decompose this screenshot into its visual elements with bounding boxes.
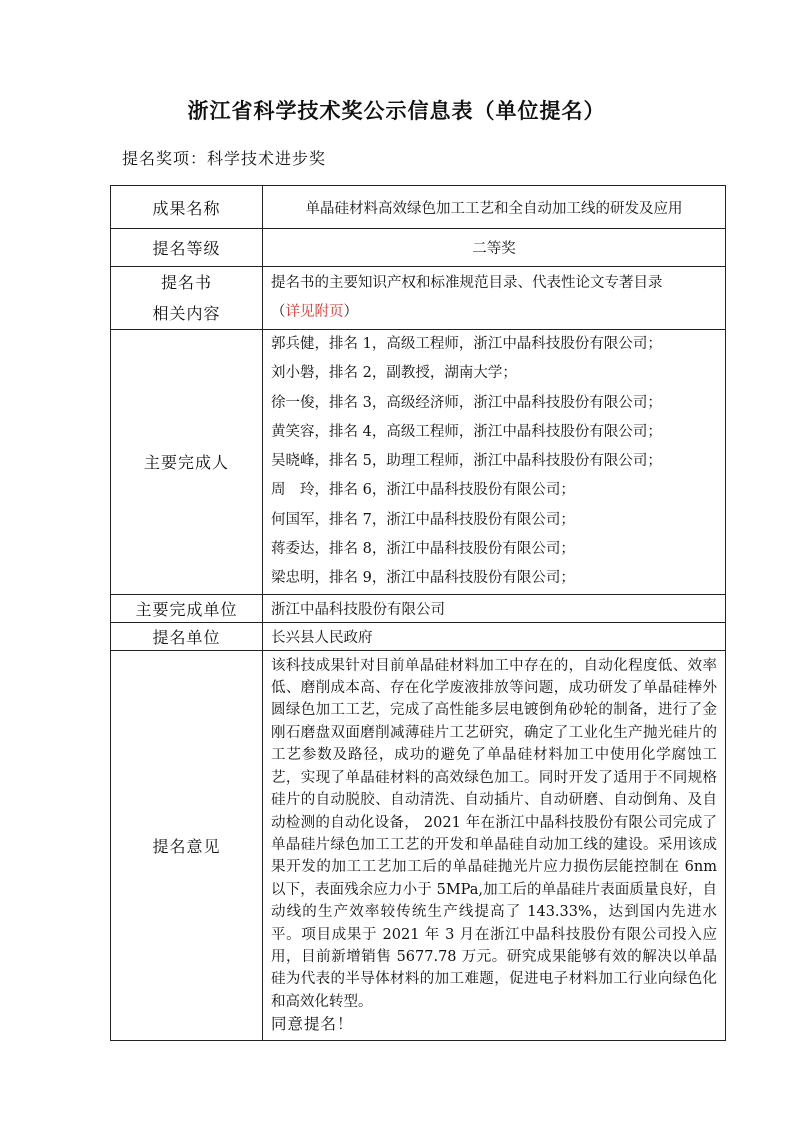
page-title: 浙江省科学技术奖公示信息表（单位提名） (187, 99, 606, 123)
contributors-list (263, 330, 726, 595)
table-row (111, 594, 726, 622)
grade-label: 提名等级 (111, 229, 263, 267)
contributor-item: 蒋委达，排名 8，浙江中晶科技股份有限公司； (271, 541, 575, 558)
nomination-content-text: 提名书的主要知识产权和标准规范目录、代表性论文专著目录 (271, 275, 663, 291)
contributor-item: 梁忠明，排名 9，浙江中晶科技股份有限公司； (271, 570, 575, 587)
agree-text: 同意提名！ (271, 1015, 354, 1034)
table-row (111, 186, 726, 229)
nominator-value: 长兴县人民政府 (263, 622, 726, 650)
nominator-label: 提名单位 (111, 622, 263, 650)
opinion-content (263, 650, 726, 1040)
contributor-item: 吴晓峰，排名 5，助理工程师，浙江中晶科技股份有限公司； (271, 453, 662, 470)
table-row (111, 650, 726, 1040)
contributor-item: 周 玲，排名 6，浙江中晶科技股份有限公司； (271, 482, 575, 499)
contributor-item: 黄笑容，排名 4，高级工程师，浙江中晶科技股份有限公司； (271, 423, 662, 440)
paren-open: （ (271, 304, 286, 320)
achievement-name-label: 成果名称 (111, 186, 263, 229)
contributor-item: 郭兵健，排名 1，高级工程师，浙江中晶科技股份有限公司； (271, 336, 662, 352)
info-table (110, 185, 726, 1041)
nomination-label-line2: 相关内容 (152, 304, 221, 323)
units-value: 浙江中晶科技股份有限公司 (263, 594, 726, 622)
paren-close: ） (343, 304, 358, 320)
contributor-item: 徐一俊，排名 3，高级经济师，浙江中晶科技股份有限公司； (271, 394, 662, 411)
award-type: 提名奖项：科学技术进步奖 (122, 149, 327, 168)
table-row (111, 229, 726, 267)
nomination-content (263, 267, 726, 330)
attachment-link[interactable]: 详见附页 (285, 304, 344, 320)
nomination-label-line1: 提名书 (160, 273, 212, 292)
contributor-item: 刘小磐，排名 2，副教授，湖南大学； (271, 365, 517, 382)
table-row (111, 330, 726, 595)
opinion-label: 提名意见 (111, 650, 263, 1040)
grade-value: 二等奖 (263, 229, 726, 267)
units-label: 主要完成单位 (111, 594, 263, 622)
opinion-text: 该科技成果针对目前单晶硅材料加工中存在的，自动化程度低、效率低、磨削成本高、存在化学废液排放等问题，成功研发了单晶硅棒外圆绿色加工工艺，完成了高性能多层电镀倒角砂轮的制备，进行了金刚石磨盘双面磨削减薄硅片工艺研究，确定了工业化生产抛光硅片的工艺参数及路径，成功的避免了单晶硅材料加工中使用化学腐蚀工艺，实现了单晶硅材料的高效绿色加工。同时开发了适用于不同规格硅片的自动脱胶、自动清洗、自动插片、自动研磨、自动倒角、及自动检测的自动化设备， 2021 年在浙江中晶科技股份有限公司完成了单晶硅片绿色加工工艺的开发和单晶硅自动加工线的建设。采用该成果开发的加工工艺加工后的单晶硅抛光片应力损伤层能控制在 6nm 以下，表面残余应力小于 5MPa,加工后的单晶硅片表面质量良好，自动线的生产效率较传统生产线提高了 143.33%，达到国内先进水平。项目成果于 2021 年 3 月在浙江中晶科技股份有限公司投入应用，目前新增销售 5677.78 万元。研究成果能够有效的解决以单晶硅为代表的半导体材料的加工难题，促进电子材料加工行业向绿色化和高效化转型。 (271, 657, 717, 1010)
contributors-label: 主要完成人 (111, 330, 263, 595)
nomination-attachment (271, 298, 717, 327)
table-row (111, 267, 726, 330)
nomination-label (111, 267, 263, 330)
contributor-item: 何国军，排名 7，浙江中晶科技股份有限公司； (271, 511, 575, 528)
table-row (111, 622, 726, 650)
achievement-name-value: 单晶硅材料高效绿色加工工艺和全自动加工线的研发及应用 (263, 186, 726, 229)
